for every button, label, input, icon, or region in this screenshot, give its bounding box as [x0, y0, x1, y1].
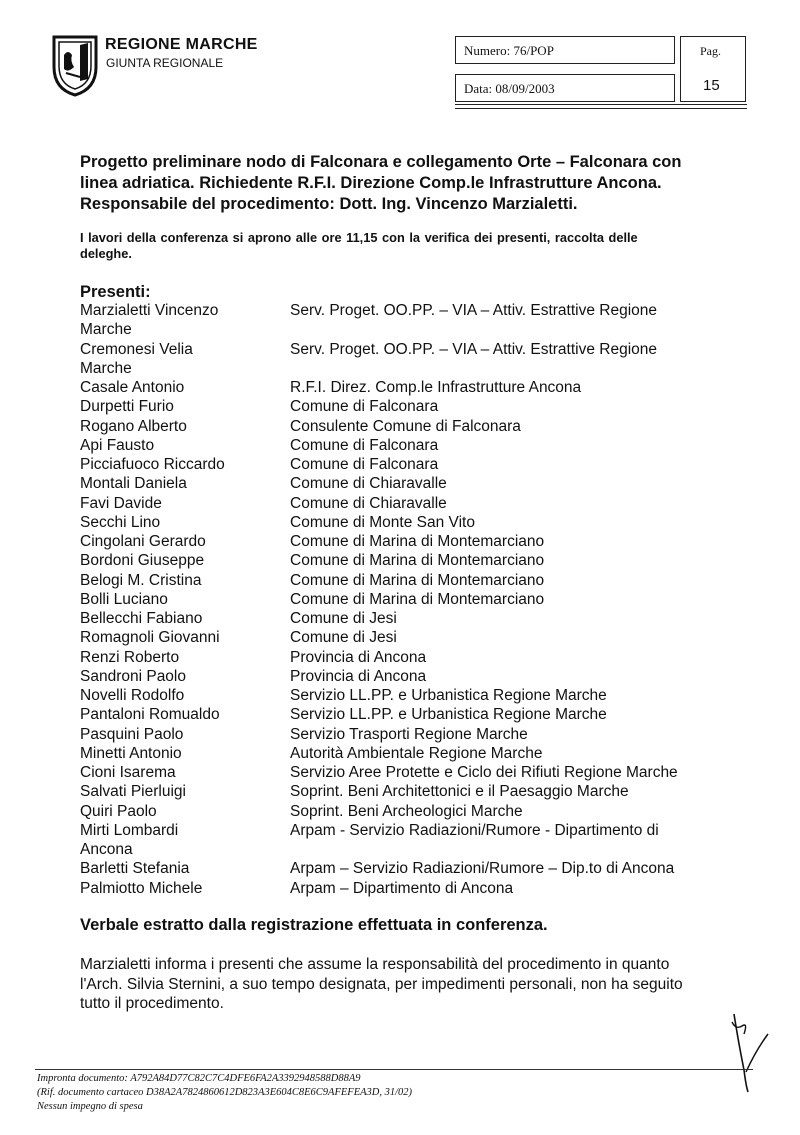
header-rule [455, 108, 747, 109]
attendee-affiliation: Comune di Falconara [290, 398, 439, 416]
attendee-affiliation: Comune di Marina di Montemarciano [290, 571, 545, 589]
org-name: REGIONE MARCHE [105, 36, 258, 53]
attendee-affiliation: Arpam – Dipartimento di Ancona [290, 879, 514, 897]
attendee-name: Mirti Lombardi [80, 821, 179, 839]
attendee-name: Sandroni Paolo [80, 667, 186, 685]
intro-line: I lavori della conferenza si aprono alle ore 11,15 con la verifica dei presenti, raccolta delle [80, 230, 638, 245]
footer-fingerprint: Impronta documento: A792A84D77C82C7C4DFE6FA2A3392948588D88A9 [37, 1073, 361, 1084]
attendee-name: Marche [80, 359, 132, 377]
attendee-name: Marzialetti Vincenzo [80, 302, 219, 319]
attendee-affiliation: Serv. Proget. OO.PP. – VIA – Attiv. Estrattive Regione [290, 340, 658, 358]
attendee-affiliation: Soprint. Beni Archeologici Marche [290, 802, 523, 820]
attendee-affiliation: Servizio Aree Protette e Ciclo dei Rifiuti Regione Marche [290, 764, 678, 781]
attendee-affiliation: Comune di Marina di Montemarciano [290, 552, 545, 570]
attendee-name: Romagnoli Giovanni [80, 629, 220, 647]
attendee-affiliation: Arpam - Servizio Radiazioni/Rumore - Dipartimento di [290, 821, 659, 839]
attendee-name: Salvati Pierluigi [80, 783, 186, 801]
document-title [80, 152, 750, 215]
attendee-affiliation: Servizio LL.PP. e Urbanistica Regione Marche [290, 687, 607, 704]
org-subtitle: GIUNTA REGIONALE [106, 56, 224, 70]
attendee-affiliation: Servizio LL.PP. e Urbanistica Regione Marche [290, 706, 607, 724]
attendee-name: Picciafuoco Riccardo [80, 456, 225, 473]
footer-reference: (Rif. documento cartaceo D38A2A7824860612D823A3E604C8E6C9AFEFEA3D, 31/02) [37, 1087, 413, 1098]
attendee-affiliation: Comune di Falconara [290, 436, 439, 454]
attendee-affiliation: Servizio Trasporti Regione Marche [290, 725, 528, 743]
footer-note: Nessun impegno di spesa [37, 1101, 143, 1112]
attendee-name: Favi Davide [80, 494, 162, 512]
attendee-affiliation: Autorità Ambientale Regione Marche [290, 744, 543, 762]
attendees-heading: Presenti: [80, 283, 151, 301]
body-paragraph [80, 955, 752, 1014]
attendee-name: Secchi Lino [80, 513, 161, 531]
attendee-name: Cremonesi Velia [80, 340, 193, 358]
document-number: Numero: 76/POP [455, 36, 675, 64]
attendee-name: Novelli Rodolfo [80, 687, 185, 704]
attendee-affiliation: Comune di Chiaravalle [290, 494, 447, 512]
attendee-name: Ancona [80, 841, 133, 858]
attendee-name: Cingolani Gerardo [80, 533, 206, 550]
attendee-name: Belogi M. Cristina [80, 571, 202, 589]
attendee-name: Bellecchi Fabiano [80, 610, 203, 627]
attendee-affiliation: Comune di Chiaravalle [290, 475, 447, 493]
attendee-affiliation: Soprint. Beni Architettonici e il Paesaggio Marche [290, 783, 629, 801]
attendee-name: Casale Antonio [80, 379, 185, 396]
attendee-name: Renzi Roberto [80, 648, 180, 666]
attendee-affiliation: Arpam – Servizio Radiazioni/Rumore – Dip.to di Ancona [290, 860, 675, 878]
attendee-affiliation: Comune di Jesi [290, 610, 397, 627]
attendee-affiliation: Comune di Falconara [290, 456, 439, 473]
attendee-affiliation: Provincia di Ancona [290, 648, 427, 666]
attendee-affiliation: R.F.I. Direz. Comp.le Infrastrutture Ancona [290, 379, 582, 396]
page-label: Pag. [700, 44, 721, 58]
attendee-name: Pasquini Paolo [80, 725, 184, 743]
signature-mark [722, 1010, 772, 1095]
attendee-name: Montali Daniela [80, 475, 187, 493]
intro-text [80, 230, 750, 262]
title-line: linea adriatica. Richiedente R.F.I. Direzione Comp.le Infrastrutture Ancona. [80, 174, 662, 192]
attendee-name: Palmiotto Michele [80, 879, 203, 897]
paragraph-line: l'Arch. Silvia Sternini, a suo tempo designata, per impedimenti personali, non ha seguito [80, 975, 683, 993]
attendee-name: Api Fausto [80, 436, 155, 454]
intro-line: deleghe. [80, 246, 132, 261]
document-date: Data: 08/09/2003 [455, 74, 675, 102]
attendee-affiliation: Comune di Monte San Vito [290, 513, 475, 531]
section-heading: Verbale estratto dalla registrazione effettuata in conferenza. [80, 916, 548, 934]
attendee-affiliation: Consulente Comune di Falconara [290, 417, 521, 435]
attendee-name: Cioni Isarema [80, 764, 176, 781]
paragraph-line: tutto il procedimento. [80, 995, 224, 1012]
page-number: 15 [703, 77, 720, 94]
paragraph-line: Marzialetti informa i presenti che assume la responsabilità del procedimento in quanto [80, 956, 670, 973]
header-rule [455, 104, 747, 105]
attendee-affiliation: Provincia di Ancona [290, 667, 427, 685]
attendee-name: Pantaloni Romualdo [80, 706, 220, 724]
attendee-name: Durpetti Furio [80, 398, 174, 416]
attendee-name: Bordoni Giuseppe [80, 552, 205, 570]
attendee-name: Quiri Paolo [80, 802, 157, 820]
attendee-name: Marche [80, 321, 132, 339]
attendee-affiliation: Comune di Marina di Montemarciano [290, 533, 545, 550]
attendee-name: Rogano Alberto [80, 417, 187, 435]
title-line: Progetto preliminare nodo di Falconara e collegamento Orte – Falconara con [80, 153, 682, 171]
attendee-affiliation: Serv. Proget. OO.PP. – VIA – Attiv. Estrattive Regione [290, 302, 658, 319]
attendee-name: Bolli Luciano [80, 590, 168, 608]
attendee-affiliation: Comune di Marina di Montemarciano [290, 590, 545, 608]
footer-rule [35, 1069, 753, 1070]
attendee-name: Minetti Antonio [80, 744, 182, 762]
region-logo [50, 33, 100, 97]
attendee-affiliation: Comune di Jesi [290, 629, 397, 647]
attendee-name: Barletti Stefania [80, 860, 190, 878]
title-line: Responsabile del procedimento: Dott. Ing. Vincenzo Marzialetti. [80, 195, 578, 213]
